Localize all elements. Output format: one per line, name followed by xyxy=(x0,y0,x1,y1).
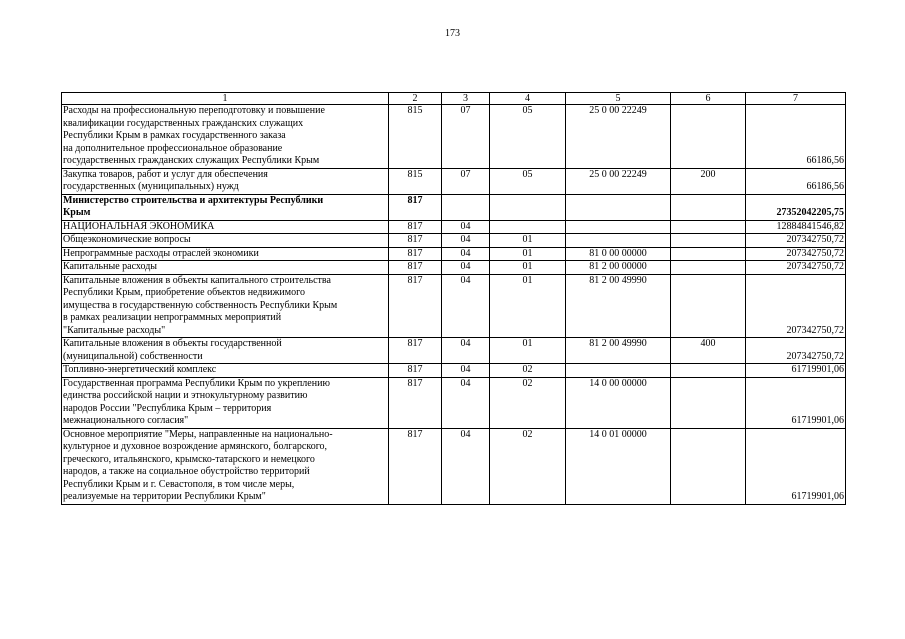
table-row xyxy=(62,377,846,428)
row-target-article-cell: 25 0 00 22249 xyxy=(566,168,671,194)
row-code-admin-cell: 815 xyxy=(389,105,442,169)
row-amount-cell: 12884841546,82 xyxy=(746,220,846,234)
table-row xyxy=(62,364,846,378)
row-name-cell: НАЦИОНАЛЬНАЯ ЭКОНОМИКА xyxy=(62,220,389,234)
row-section-cell: 04 xyxy=(442,274,490,338)
row-name-cell: Капитальные вложения в объекты государственной (муниципальной) собственности xyxy=(62,338,389,364)
table-row xyxy=(62,220,846,234)
table-row xyxy=(62,261,846,275)
row-name-cell: Капитальные вложения в объекты капитального строительства Республики Крым, приобретение объектов недвижимого имущества в государственную собственность Республики Крым в рамках реализации непрограммных мероприятий "Капитальные расходы" xyxy=(62,274,389,338)
header-cell: 1 xyxy=(62,93,389,105)
row-target-article-cell xyxy=(566,220,671,234)
row-section-cell: 07 xyxy=(442,168,490,194)
budget-table xyxy=(61,92,846,505)
row-name-cell: Непрограммные расходы отраслей экономики xyxy=(62,247,389,261)
row-expense-type-cell xyxy=(671,220,746,234)
row-subsection-cell xyxy=(490,220,566,234)
table-row xyxy=(62,428,846,504)
row-section-cell: 04 xyxy=(442,338,490,364)
row-code-admin-cell: 817 xyxy=(389,364,442,378)
row-code-admin-cell: 817 xyxy=(389,194,442,220)
row-amount-cell: 66186,56 xyxy=(746,105,846,169)
row-expense-type-cell: 200 xyxy=(671,168,746,194)
row-code-admin-cell: 817 xyxy=(389,338,442,364)
header-cell: 3 xyxy=(442,93,490,105)
row-name-cell: Закупка товаров, работ и услуг для обеспечения государственных (муниципальных) нужд xyxy=(62,168,389,194)
row-section-cell: 04 xyxy=(442,428,490,504)
row-subsection-cell: 02 xyxy=(490,428,566,504)
row-code-admin-cell: 817 xyxy=(389,261,442,275)
row-section-cell: 04 xyxy=(442,364,490,378)
row-name-cell: Министерство строительства и архитектуры Республики Крым xyxy=(62,194,389,220)
row-target-article-cell: 14 0 00 00000 xyxy=(566,377,671,428)
row-target-article-cell: 81 2 00 49990 xyxy=(566,274,671,338)
row-subsection-cell: 01 xyxy=(490,274,566,338)
row-target-article-cell: 81 2 00 49990 xyxy=(566,338,671,364)
page-number: 173 xyxy=(445,28,460,39)
header-cell: 4 xyxy=(490,93,566,105)
row-subsection-cell: 01 xyxy=(490,338,566,364)
row-code-admin-cell: 817 xyxy=(389,220,442,234)
row-amount-cell: 27352042205,75 xyxy=(746,194,846,220)
row-code-admin-cell: 815 xyxy=(389,168,442,194)
row-subsection-cell: 05 xyxy=(490,105,566,169)
row-target-article-cell: 25 0 00 22249 xyxy=(566,105,671,169)
header-cell: 7 xyxy=(746,93,846,105)
row-subsection-cell: 01 xyxy=(490,261,566,275)
row-amount-cell: 207342750,72 xyxy=(746,261,846,275)
row-target-article-cell xyxy=(566,364,671,378)
row-section-cell: 04 xyxy=(442,220,490,234)
table-row xyxy=(62,168,846,194)
row-code-admin-cell: 817 xyxy=(389,377,442,428)
row-section-cell: 07 xyxy=(442,105,490,169)
row-expense-type-cell xyxy=(671,261,746,275)
row-expense-type-cell xyxy=(671,234,746,248)
table-row xyxy=(62,234,846,248)
row-subsection-cell: 02 xyxy=(490,364,566,378)
table-row xyxy=(62,274,846,338)
row-section-cell: 04 xyxy=(442,377,490,428)
row-amount-cell: 207342750,72 xyxy=(746,338,846,364)
row-amount-cell: 66186,56 xyxy=(746,168,846,194)
row-name-cell: Общеэкономические вопросы xyxy=(62,234,389,248)
row-name-cell: Расходы на профессиональную переподготовку и повышение квалификации государственных гражданских служащих Республики Крым в рамках государственного заказа на дополнительное профессиональное образование государственных гражданских служащих Республики Крым xyxy=(62,105,389,169)
row-section-cell: 04 xyxy=(442,261,490,275)
table-row xyxy=(62,338,846,364)
row-target-article-cell: 14 0 01 00000 xyxy=(566,428,671,504)
row-expense-type-cell xyxy=(671,428,746,504)
row-subsection-cell: 01 xyxy=(490,247,566,261)
row-target-article-cell: 81 0 00 00000 xyxy=(566,247,671,261)
row-section-cell: 04 xyxy=(442,234,490,248)
row-name-cell: Государственная программа Республики Крым по укреплению единства российской нации и этнокультурному развитию народов России "Республика Крым – территория межнационального согласия" xyxy=(62,377,389,428)
row-amount-cell: 207342750,72 xyxy=(746,274,846,338)
row-amount-cell: 61719901,06 xyxy=(746,428,846,504)
row-code-admin-cell: 817 xyxy=(389,274,442,338)
row-subsection-cell: 02 xyxy=(490,377,566,428)
table-row xyxy=(62,105,846,169)
row-name-cell: Основное мероприятие "Меры, направленные на национально- культурное и духовное возрождение армянского, болгарского, греческого, итальянского, крымско-татарского и немецкого народов, а также на социальное обустройство территорий Республики Крым и г. Севастополя, в том числе меры, реализуемые на территории Республики Крым" xyxy=(62,428,389,504)
row-name-cell: Топливно-энергетический комплекс xyxy=(62,364,389,378)
table-row xyxy=(62,194,846,220)
row-code-admin-cell: 817 xyxy=(389,247,442,261)
table-row xyxy=(62,247,846,261)
row-expense-type-cell xyxy=(671,194,746,220)
row-amount-cell: 207342750,72 xyxy=(746,234,846,248)
row-target-article-cell xyxy=(566,194,671,220)
row-expense-type-cell xyxy=(671,105,746,169)
row-expense-type-cell xyxy=(671,377,746,428)
row-subsection-cell: 05 xyxy=(490,168,566,194)
row-name-cell: Капитальные расходы xyxy=(62,261,389,275)
table-header-row xyxy=(62,93,846,105)
row-amount-cell: 61719901,06 xyxy=(746,377,846,428)
row-section-cell xyxy=(442,194,490,220)
row-amount-cell: 207342750,72 xyxy=(746,247,846,261)
row-subsection-cell: 01 xyxy=(490,234,566,248)
header-cell: 5 xyxy=(566,93,671,105)
row-expense-type-cell xyxy=(671,247,746,261)
row-target-article-cell xyxy=(566,234,671,248)
header-cell: 6 xyxy=(671,93,746,105)
row-target-article-cell: 81 2 00 00000 xyxy=(566,261,671,275)
row-amount-cell: 61719901,06 xyxy=(746,364,846,378)
row-expense-type-cell xyxy=(671,364,746,378)
row-code-admin-cell: 817 xyxy=(389,234,442,248)
header-cell: 2 xyxy=(389,93,442,105)
row-code-admin-cell: 817 xyxy=(389,428,442,504)
row-subsection-cell xyxy=(490,194,566,220)
row-section-cell: 04 xyxy=(442,247,490,261)
row-expense-type-cell xyxy=(671,274,746,338)
row-expense-type-cell: 400 xyxy=(671,338,746,364)
